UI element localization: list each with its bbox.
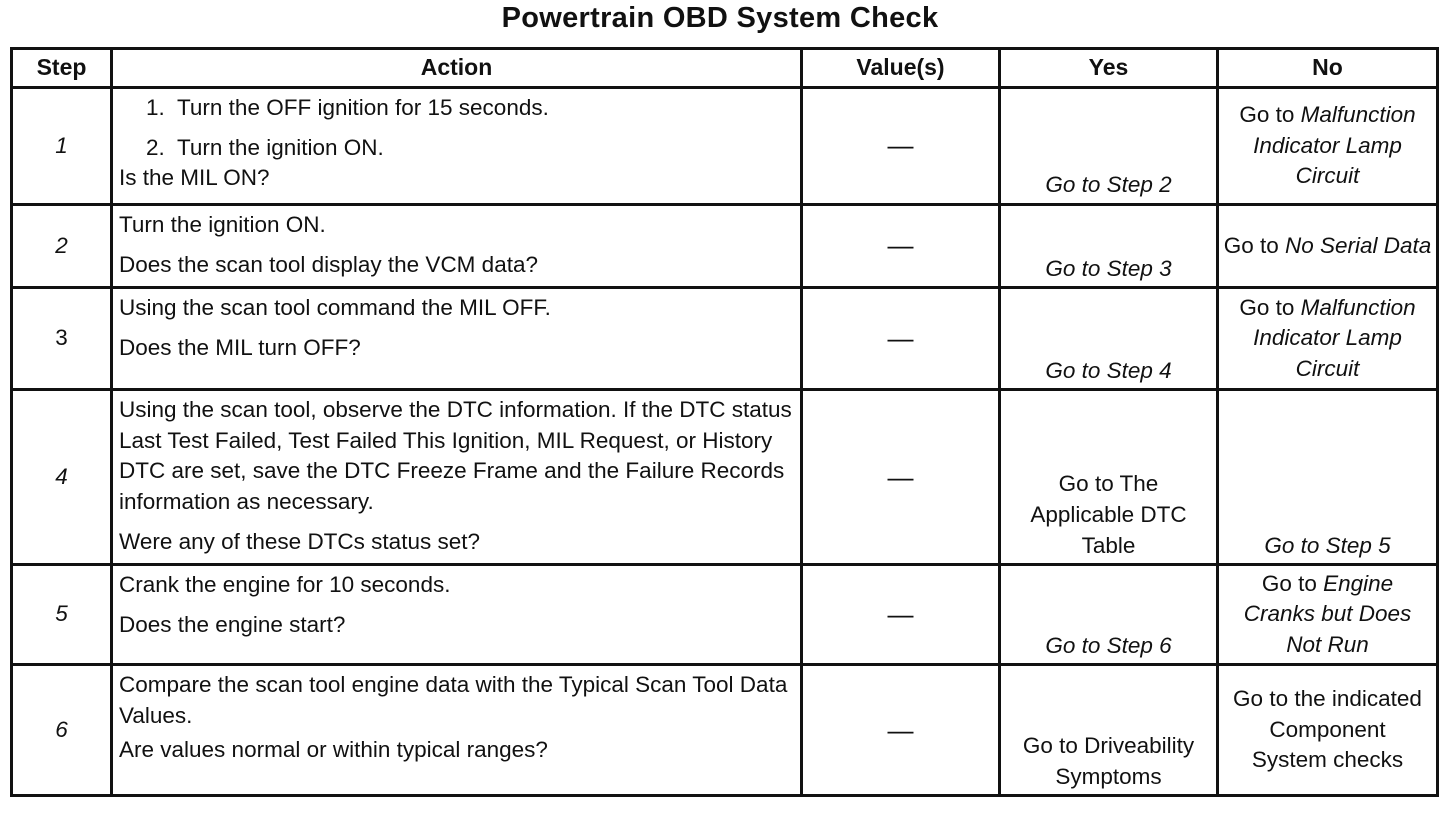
yes-cell: Go to The Applicable DTC Table [1000,390,1218,565]
action-list [119,93,794,163]
action-list-item: 2. Turn the ignition ON. [171,133,794,164]
action-question: Does the scan tool display the VCM data? [119,251,538,277]
table-row [12,665,1438,796]
action-cell [112,88,802,205]
table-header-row [12,49,1438,88]
value-cell: — [802,205,1000,288]
no-prefix: Go to [1261,570,1317,596]
value-cell: — [802,88,1000,205]
no-cell [1218,88,1438,205]
step-number: 5 [12,565,112,665]
action-question: Does the engine start? [119,611,346,637]
yes-cell: Go to Step 3 [1000,205,1218,288]
page-title: Powertrain OBD System Check [501,2,939,34]
no-target: No Serial Data [1284,232,1432,258]
value-cell: — [802,288,1000,390]
table-row [12,390,1438,565]
action-text: Compare the scan tool engine data with the Typical Scan Tool Data Values. [119,672,788,728]
table-row [12,88,1438,205]
action-question: Are values normal or within typical ranges? [119,737,548,763]
action-cell [112,665,802,796]
header-step: Step [12,49,112,88]
action-question: Is the MIL ON? [119,165,270,191]
step-number: 4 [12,390,112,565]
action-text: Using the scan tool, observe the DTC information. If the DTC status Last Test Failed, Test Failed This Ignition, MIL Request, or History DTC are set, save the DTC Freeze Frame and the Failure Records information as necessary. [119,397,792,514]
no-prefix: Go to [1239,294,1295,320]
step-number: 1 [12,88,112,205]
no-cell: Go to Step 5 [1218,390,1438,565]
step-number: 3 [12,288,112,390]
table-row [12,205,1438,288]
value-cell: — [802,565,1000,665]
action-cell [112,390,802,565]
no-prefix: Go to [1223,232,1279,258]
no-target: Engine Cranks but Does Not Run [1243,570,1412,657]
no-target: Malfunction Indicator Lamp Circuit [1253,294,1416,381]
action-question: Does the MIL turn OFF? [119,334,361,360]
no-cell [1218,565,1438,665]
yes-cell: Go to Step 2 [1000,88,1218,205]
step-number: 2 [12,205,112,288]
step-number: 6 [12,665,112,796]
header-no: No [1218,49,1438,88]
no-cell [1218,288,1438,390]
action-text: Turn the ignition ON. [119,212,326,237]
action-cell [112,565,802,665]
yes-cell: Go to Step 6 [1000,565,1218,665]
yes-cell: Go to Step 4 [1000,288,1218,390]
table-row [12,565,1438,665]
no-prefix: Go to [1239,102,1295,128]
header-yes: Yes [1000,49,1218,88]
action-cell [112,288,802,390]
yes-cell: Go to Driveability Symptoms [1000,665,1218,796]
action-cell [112,205,802,288]
value-cell: — [802,665,1000,796]
action-list-item: 1. Turn the OFF ignition for 15 seconds. [171,93,794,124]
obd-check-table [10,47,1439,797]
action-text: Crank the engine for 10 seconds. [119,572,451,598]
no-cell [1218,205,1438,288]
header-values: Value(s) [802,49,1000,88]
value-cell: — [802,390,1000,565]
action-question: Were any of these DTCs status set? [119,528,480,554]
table-row [12,288,1438,390]
no-target: Malfunction Indicator Lamp Circuit [1253,102,1416,189]
no-cell: Go to the indicated Component System checks [1218,665,1438,796]
header-action: Action [112,49,802,88]
action-text: Using the scan tool command the MIL OFF. [119,295,551,321]
